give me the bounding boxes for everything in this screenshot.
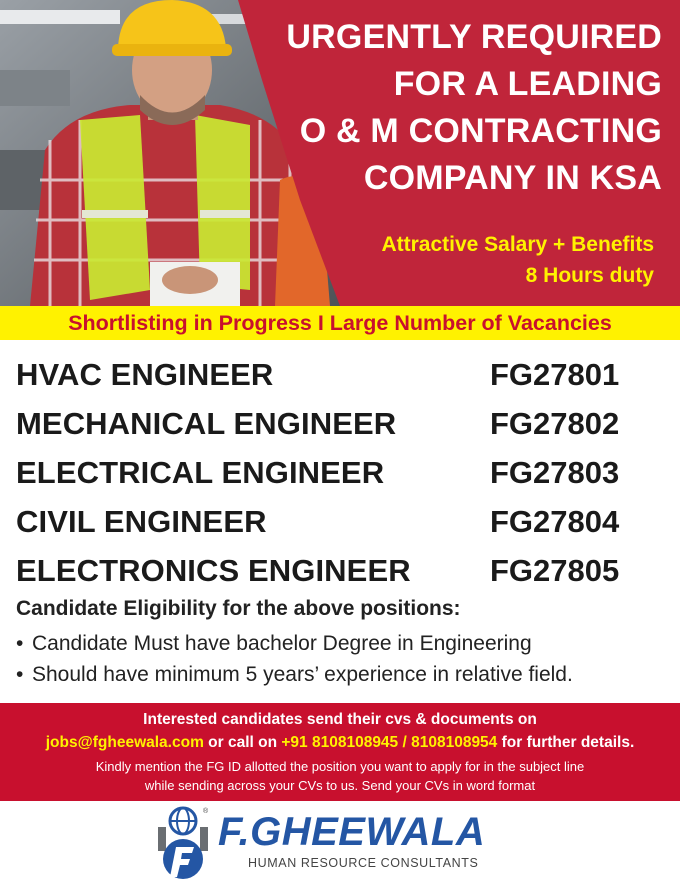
headline-line-4: COMPANY IN KSA [363, 159, 662, 197]
job-title: CIVIL ENGINEER [16, 504, 267, 539]
call-on-text: or call on [203, 734, 282, 751]
eligibility-item [16, 628, 573, 659]
perks [381, 229, 654, 291]
contact-note-1: Kindly mention the FG ID allotted the position you want to apply for in the subject line [95, 759, 585, 774]
job-row [0, 546, 680, 595]
duty-text: 8 Hours duty [525, 264, 654, 287]
details-text: for further details. [497, 734, 635, 751]
eligibility-item-text: Should have minimum 5 years’ experience in relative field. [32, 663, 573, 686]
job-row [0, 497, 680, 546]
job-code: FG27803 [490, 455, 620, 490]
vacancy-banner [0, 306, 680, 340]
job-title: HVAC ENGINEER [16, 357, 274, 392]
brand-tagline: HUMAN RESOURCE CONSULTANTS [248, 856, 479, 870]
email-link[interactable]: jobs@fgheewala.com [45, 734, 204, 751]
contact-box [0, 703, 680, 801]
job-row [0, 448, 680, 497]
job-title: ELECTRONICS ENGINEER [16, 553, 411, 588]
salary-text: Attractive Salary + Benefits [381, 233, 654, 256]
job-row [0, 399, 680, 448]
eligibility-title: Candidate Eligibility for the above positions: [16, 597, 461, 620]
job-title: ELECTRICAL ENGINEER [16, 455, 385, 490]
headline-line-3: O & M CONTRACTING [299, 112, 662, 150]
job-code: FG27802 [490, 406, 620, 441]
globe-f-logo-icon [156, 805, 210, 881]
job-code: FG27805 [490, 553, 620, 588]
job-row [0, 350, 680, 399]
job-list [0, 350, 680, 595]
registered-mark: ® [203, 808, 209, 815]
headline-line-2: FOR A LEADING [393, 65, 662, 103]
eligibility-item-text: Candidate Must have bachelor Degree in Engineering [32, 632, 532, 655]
job-title: MECHANICAL ENGINEER [16, 406, 397, 441]
bullet-icon: • [16, 663, 24, 686]
contact-note-2: while sending across your CVs to us. Send your CVs in word format [144, 778, 536, 793]
brand-name: F.GHEEWALA [218, 810, 486, 854]
job-code: FG27804 [490, 504, 620, 539]
eligibility-item [16, 659, 573, 690]
phone-number[interactable]: +91 8108108945 / 8108108954 [281, 734, 498, 751]
headline [232, 14, 662, 202]
eligibility-list [16, 628, 573, 690]
bullet-icon: • [16, 632, 24, 655]
hero-section [0, 0, 680, 306]
footer [0, 801, 680, 885]
headline-line-1: URGENTLY REQUIRED [286, 18, 662, 56]
contact-line [0, 734, 680, 752]
job-code: FG27801 [490, 357, 620, 392]
banner-text: Shortlisting in Progress I Large Number of Vacancies [68, 310, 612, 335]
contact-intro: Interested candidates send their cvs & documents on [143, 711, 537, 728]
